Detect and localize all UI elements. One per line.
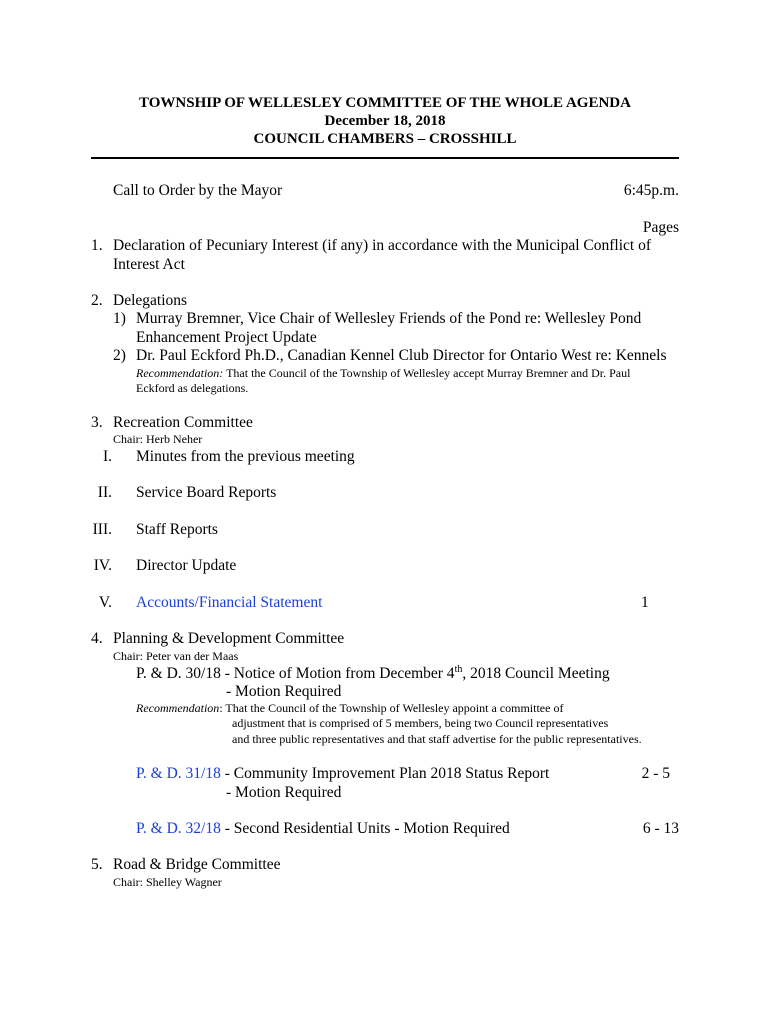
- item-2-number: 2.: [91, 292, 103, 309]
- call-to-order-time: 6:45p.m.: [623, 182, 679, 199]
- pd-31-18-motion-required: - Motion Required: [226, 784, 342, 801]
- delegation-1-line1: Murray Bremner, Vice Chair of Wellesley Friends of the Pond re: Wellesley Pond: [136, 310, 642, 327]
- pd-31-18-title: - Community Improvement Plan 2018 Status Report: [220, 765, 550, 782]
- pd-recommendation-label: Recommendation: [136, 701, 220, 715]
- pd-30-18-ordinal: th: [454, 664, 463, 675]
- pages-column-header: Pages: [642, 219, 679, 236]
- item-3-chair: Chair: Herb Neher: [113, 432, 203, 446]
- recommendation-text-line2: Eckford as delegations.: [136, 381, 249, 395]
- item-2-title: Delegations: [113, 292, 188, 309]
- recreation-sub-5-number: V.: [98, 594, 112, 611]
- pd-32-18-title: - Second Residential Units - Motion Required: [220, 820, 510, 837]
- item-1-number: 1.: [91, 237, 103, 254]
- delegation-1-line2: Enhancement Project Update: [136, 329, 317, 346]
- pd-30-18-motion-required: - Motion Required: [226, 683, 342, 700]
- pd-30-18-line1: [136, 664, 610, 683]
- recreation-sub-1-number: I.: [102, 448, 112, 465]
- delegation-2-line1: Dr. Paul Eckford Ph.D., Canadian Kennel Club Director for Ontario West re: Kennels: [136, 347, 667, 364]
- recreation-sub-3-number: III.: [92, 521, 112, 538]
- pd-recommendation-text: : That the Council of the Township of Wellesley appoint a committee of: [219, 701, 564, 715]
- pd-30-18-recommendation-line2: adjustment that is comprised of 5 members, being two Council representatives: [232, 716, 609, 730]
- recreation-sub-2-number: II.: [97, 484, 112, 501]
- pd-30-18-title-end: , 2018 Council Meeting: [462, 665, 610, 683]
- item-3-number: 3.: [91, 414, 103, 431]
- item-4-title: Planning & Development Committee: [113, 630, 345, 647]
- accounts-financial-statement-link[interactable]: Accounts/Financial Statement: [136, 594, 323, 611]
- recreation-sub-1-label: Minutes from the previous meeting: [136, 448, 355, 465]
- recreation-sub-4-number: IV.: [93, 557, 112, 574]
- pd-31-18-line1: [136, 765, 549, 783]
- recommendation-text-line1: That the Council of the Township of Wellesley accept Murray Bremner and Dr. Paul: [223, 366, 631, 380]
- item-1-line1: Declaration of Pecuniary Interest (if any) in accordance with the Municipal Conflict of: [113, 237, 651, 254]
- call-to-order-label: Call to Order by the Mayor: [113, 182, 283, 199]
- item-5-chair: Chair: Shelley Wagner: [113, 875, 222, 889]
- header-divider: [91, 157, 679, 159]
- item-1-line2: Interest Act: [113, 256, 185, 273]
- agenda-date: December 18, 2018: [324, 113, 446, 129]
- accounts-financial-statement-page: 1: [641, 594, 649, 611]
- agenda-title: TOWNSHIP OF WELLESLEY COMMITTEE OF THE WHOLE AGENDA: [139, 95, 631, 111]
- delegation-recommendation: [136, 366, 630, 381]
- delegation-1-number: 1): [113, 310, 126, 327]
- pd-32-18-line: [136, 820, 510, 838]
- pd-30-18-title: P. & D. 30/18 - Notice of Motion from December 4: [136, 665, 455, 683]
- item-4-chair: Chair: Peter van der Maas: [113, 649, 239, 663]
- recreation-sub-3-label: Staff Reports: [136, 521, 218, 538]
- pd-31-18-pages: 2 - 5: [641, 765, 670, 782]
- item-5-title: Road & Bridge Committee: [113, 856, 281, 873]
- agenda-location: COUNCIL CHAMBERS – CROSSHILL: [253, 131, 517, 147]
- pd-32-18-pages: 6 - 13: [642, 820, 679, 837]
- item-3-title: Recreation Committee: [113, 414, 253, 431]
- pd-30-18-recommendation-line3: and three public representatives and that staff advertise for the public representatives.: [232, 732, 642, 746]
- recreation-sub-2-label: Service Board Reports: [136, 484, 277, 501]
- pd-31-18-link[interactable]: P. & D. 31/18: [136, 765, 221, 782]
- delegation-2-number: 2): [113, 347, 126, 364]
- recommendation-label: Recommendation:: [136, 366, 224, 380]
- item-5-number: 5.: [91, 856, 103, 873]
- pd-32-18-link[interactable]: P. & D. 32/18: [136, 820, 221, 837]
- recreation-sub-4-label: Director Update: [136, 557, 237, 574]
- item-4-number: 4.: [91, 630, 103, 647]
- pd-30-18-recommendation-line1: [136, 701, 563, 716]
